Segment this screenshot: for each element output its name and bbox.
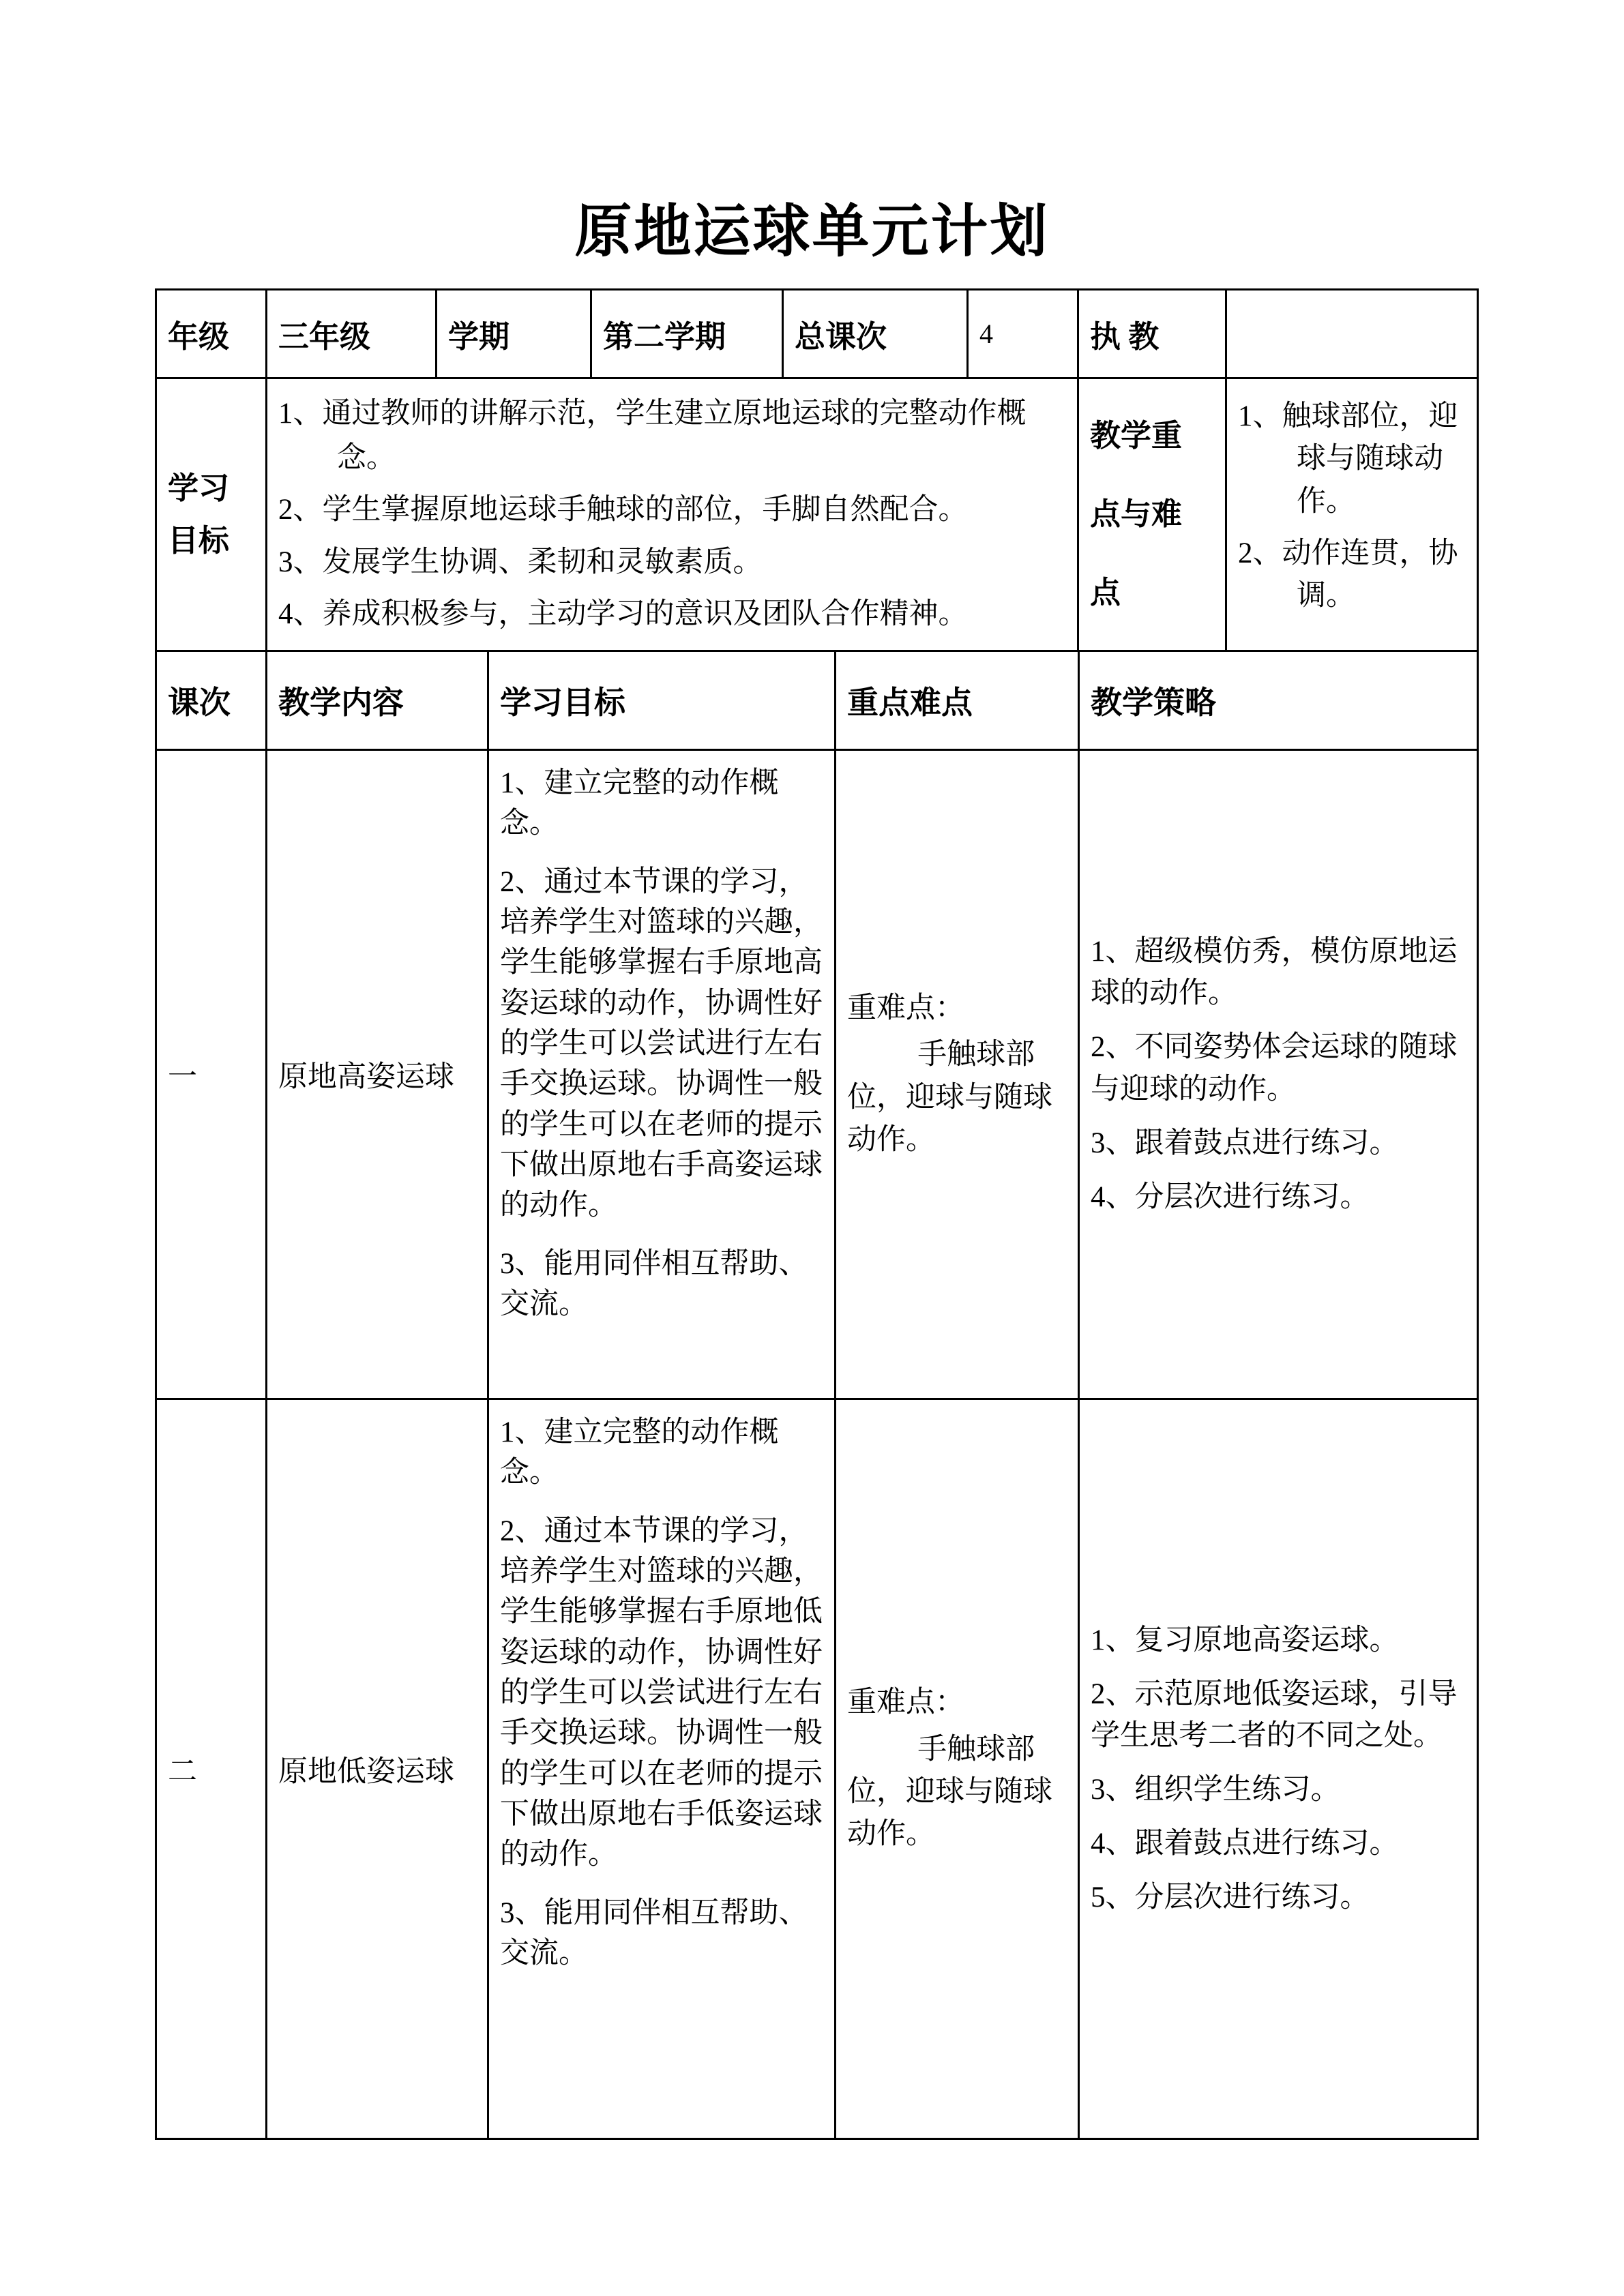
teacher-value	[1226, 290, 1478, 378]
lesson-row-1	[156, 750, 1478, 1399]
teaching-content-cell: 原地高姿运球	[267, 750, 488, 1399]
strategy-item: 4、分层次进行练习。	[1091, 1180, 1370, 1213]
learning-objectives-cell	[488, 750, 836, 1399]
learning-objectives-label: 学习目标	[168, 471, 230, 558]
difficulty-body: 手触球部位，迎球与随球动作。	[847, 1733, 1052, 1851]
key-difficulty-cell	[836, 750, 1079, 1399]
strategy-item: 3、组织学生练习。	[1091, 1774, 1340, 1806]
info-table	[155, 288, 1479, 379]
header-key-difficulties: 重点难点	[836, 651, 1079, 750]
key-points-label-cell	[1078, 378, 1226, 651]
strategy-item: 2、不同姿势体会运球的随球与迎球的动作。	[1091, 1031, 1458, 1105]
semester-value: 第二学期	[591, 290, 783, 378]
lesson-objective-item: 2、通过本节课的学习，培养学生对篮球的兴趣，学生能够掌握右手原地高姿运球的动作，协调性好的学生可以尝试进行左右手交换运球。协调性一般的学生可以在老师的提示下做出原地右手高姿运球的动作。	[500, 865, 823, 1222]
lesson-no-cell: 二	[156, 1399, 267, 2139]
objective-item: 1、通过教师的讲解示范，学生建立原地运球的完整动作概念。	[278, 398, 1027, 474]
objectives-row	[156, 378, 1478, 651]
grade-value: 三年级	[267, 290, 437, 378]
lesson-plan-document	[155, 288, 1477, 2140]
lesson-row-2	[156, 1399, 1478, 2139]
lesson-objective-item: 1、建立完整的动作概念。	[500, 1416, 779, 1489]
objective-item: 2、学生掌握原地运球手触球的部位，手脚自然配合。	[278, 494, 968, 526]
strategy-item: 1、复习原地高姿运球。	[1091, 1624, 1399, 1656]
header-lesson-no: 课次	[156, 651, 267, 750]
lesson-table-header-row	[156, 651, 1478, 750]
key-point-item: 2、动作连贯，协调。	[1238, 537, 1458, 612]
learning-objectives-label-cell	[156, 378, 267, 651]
lesson-objective-item: 3、能用同伴相互帮助、交流。	[500, 1247, 808, 1320]
semester-label: 学期	[437, 290, 591, 378]
total-sessions-label: 总课次	[783, 290, 968, 378]
lesson-objective-item: 3、能用同伴相互帮助、交流。	[500, 1896, 808, 1969]
strategy-item: 2、示范原地低姿运球，引导学生思考二者的不同之处。	[1091, 1678, 1458, 1752]
info-row	[156, 290, 1478, 378]
grade-label: 年级	[156, 290, 267, 378]
learning-objectives-content-cell	[267, 378, 1078, 651]
objective-item: 3、发展学生协调、柔韧和灵敏素质。	[278, 546, 763, 578]
lesson-objective-item: 2、通过本节课的学习，培养学生对篮球的兴趣，学生能够掌握右手原地低姿运球的动作，协调性好的学生可以尝试进行左右手交换运球。协调性一般的学生可以在老师的提示下做出原地右手低姿运球的动作。	[500, 1515, 823, 1871]
difficulty-body: 手触球部位，迎球与随球动作。	[847, 1039, 1052, 1156]
teaching-strategies-cell	[1079, 1399, 1478, 2139]
header-learning-objectives: 学习目标	[488, 651, 836, 750]
objective-item: 4、养成积极参与，主动学习的意识及团队合作精神。	[278, 598, 968, 631]
difficulty-title: 重难点：	[847, 992, 964, 1024]
key-difficulty-cell	[836, 1399, 1079, 2139]
document-title: 原地运球单元计划	[574, 200, 1050, 264]
lesson-table	[155, 650, 1479, 2140]
strategy-item: 1、超级模仿秀，模仿原地运球的动作。	[1091, 936, 1458, 1010]
difficulty-title: 重难点：	[847, 1686, 964, 1719]
header-teaching-strategies: 教学策略	[1079, 651, 1478, 750]
teacher-label: 执 教	[1078, 290, 1226, 378]
teaching-strategies-cell	[1079, 750, 1478, 1399]
strategy-item: 3、跟着鼓点进行练习。	[1091, 1127, 1399, 1159]
objectives-table	[155, 377, 1479, 652]
lesson-objective-item: 1、建立完整的动作概念。	[500, 767, 779, 840]
key-points-content-cell	[1226, 378, 1478, 651]
lesson-no-cell: 一	[156, 750, 267, 1399]
total-sessions-value: 4	[968, 290, 1078, 378]
teaching-content-cell: 原地低姿运球	[267, 1399, 488, 2139]
strategy-item: 4、跟着鼓点进行练习。	[1091, 1828, 1399, 1860]
key-points-label: 教学重点与难点	[1090, 419, 1183, 610]
key-point-item: 1、触球部位，迎球与随球动作。	[1238, 400, 1458, 518]
learning-objectives-cell	[488, 1399, 836, 2139]
strategy-item: 5、分层次进行练习。	[1091, 1881, 1370, 1914]
header-teaching-content: 教学内容	[267, 651, 488, 750]
